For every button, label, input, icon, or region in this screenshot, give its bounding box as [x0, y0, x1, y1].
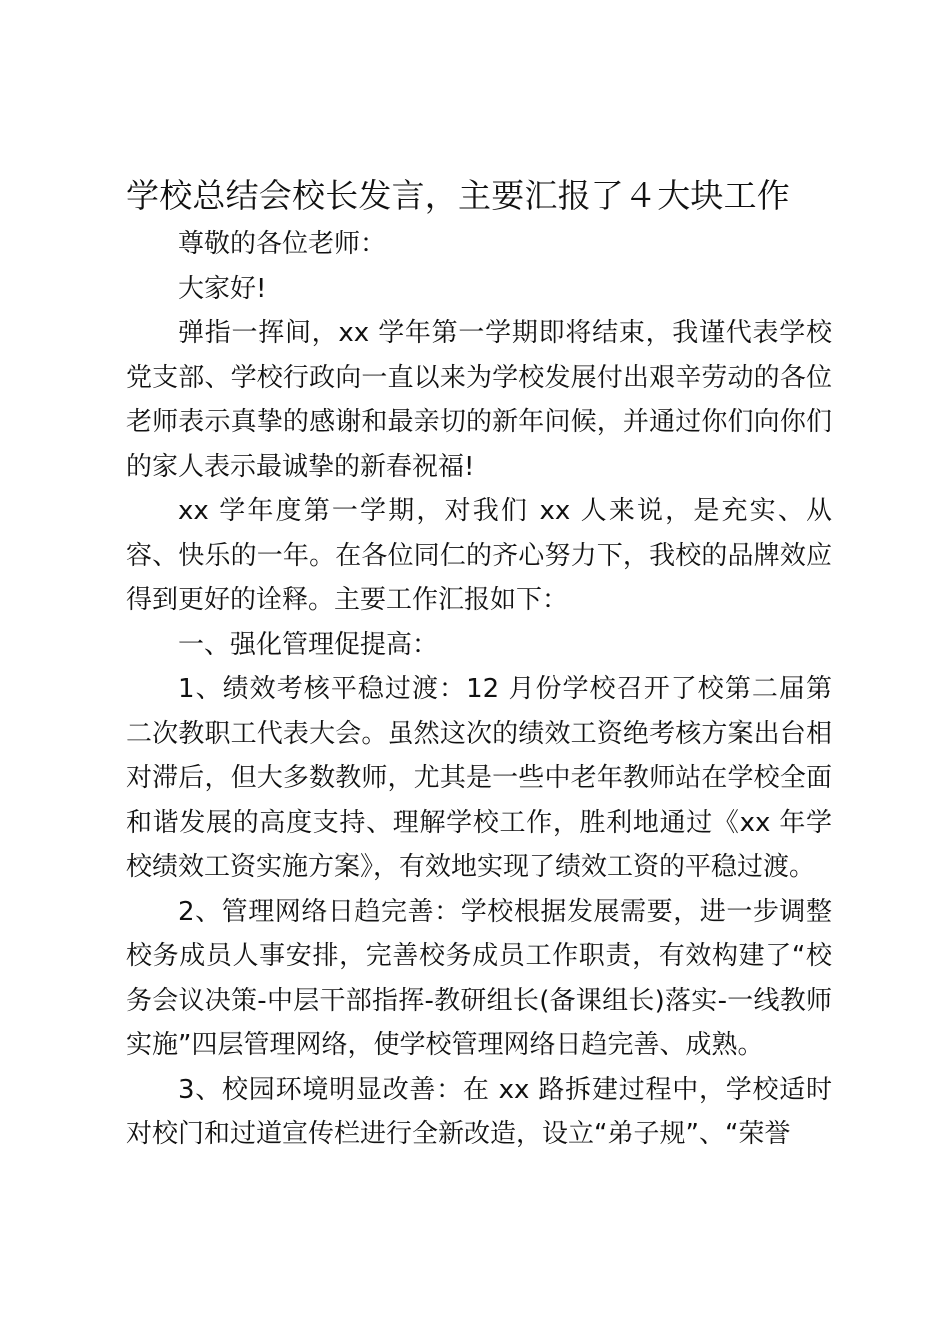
paragraph-salutation: 尊敬的各位老师：	[178, 229, 387, 259]
paragraph-item-3: 3、校园环境明显改善：在 xx 路拆建过程中，学校适时对校门和过道宣传栏进行全新改造，设立“弟子规”、“荣誉	[126, 1074, 832, 1149]
document-body	[126, 222, 832, 1157]
paragraph-intro: 弹指一挥间，xx 学年第一学期即将结束，我谨代表学校党支部、学校行政向一直以来为学校发展付出艰辛劳动的各位老师表示真挚的感谢和最亲切的新年问候，并通过你们向你们的家人表示最诚挚的新春祝福!	[126, 318, 832, 482]
document-title: 学校总结会校长发言，主要汇报了４大块工作	[126, 176, 790, 215]
paragraph-greeting: 大家好!	[178, 273, 267, 304]
paragraph-item-2: 2、管理网络日趋完善：学校根据发展需要，进一步调整校务成员人事安排，完善校务成员工作职责，有效构建了“校务会议决策-中层干部指挥-教研组长(备课组长)落实-一线教师实施”四层管理网络，使学校管理网络日趋完善、成熟。	[126, 896, 832, 1060]
paragraph-summary: xx 学年度第一学期，对我们 xx 人来说，是充实、从容、快乐的一年。在各位同仁的齐心努力下，我校的品牌效应得到更好的诠释。主要工作汇报如下：	[126, 496, 832, 615]
paragraph-item-1: 1、绩效考核平稳过渡：12 月份学校召开了校第二届第二次教职工代表大会。虽然这次的绩效工资绝考核方案出台相对滞后，但大多数教师，尤其是一些中老年教师站在学校全面和谐发展的高度支持、理解学校工作，胜利地通过《xx 年学校绩效工资实施方案》，有效地实现了绩效工资的平稳过渡。	[126, 674, 832, 882]
section-heading-1: 一、强化管理促提高：	[178, 629, 439, 660]
